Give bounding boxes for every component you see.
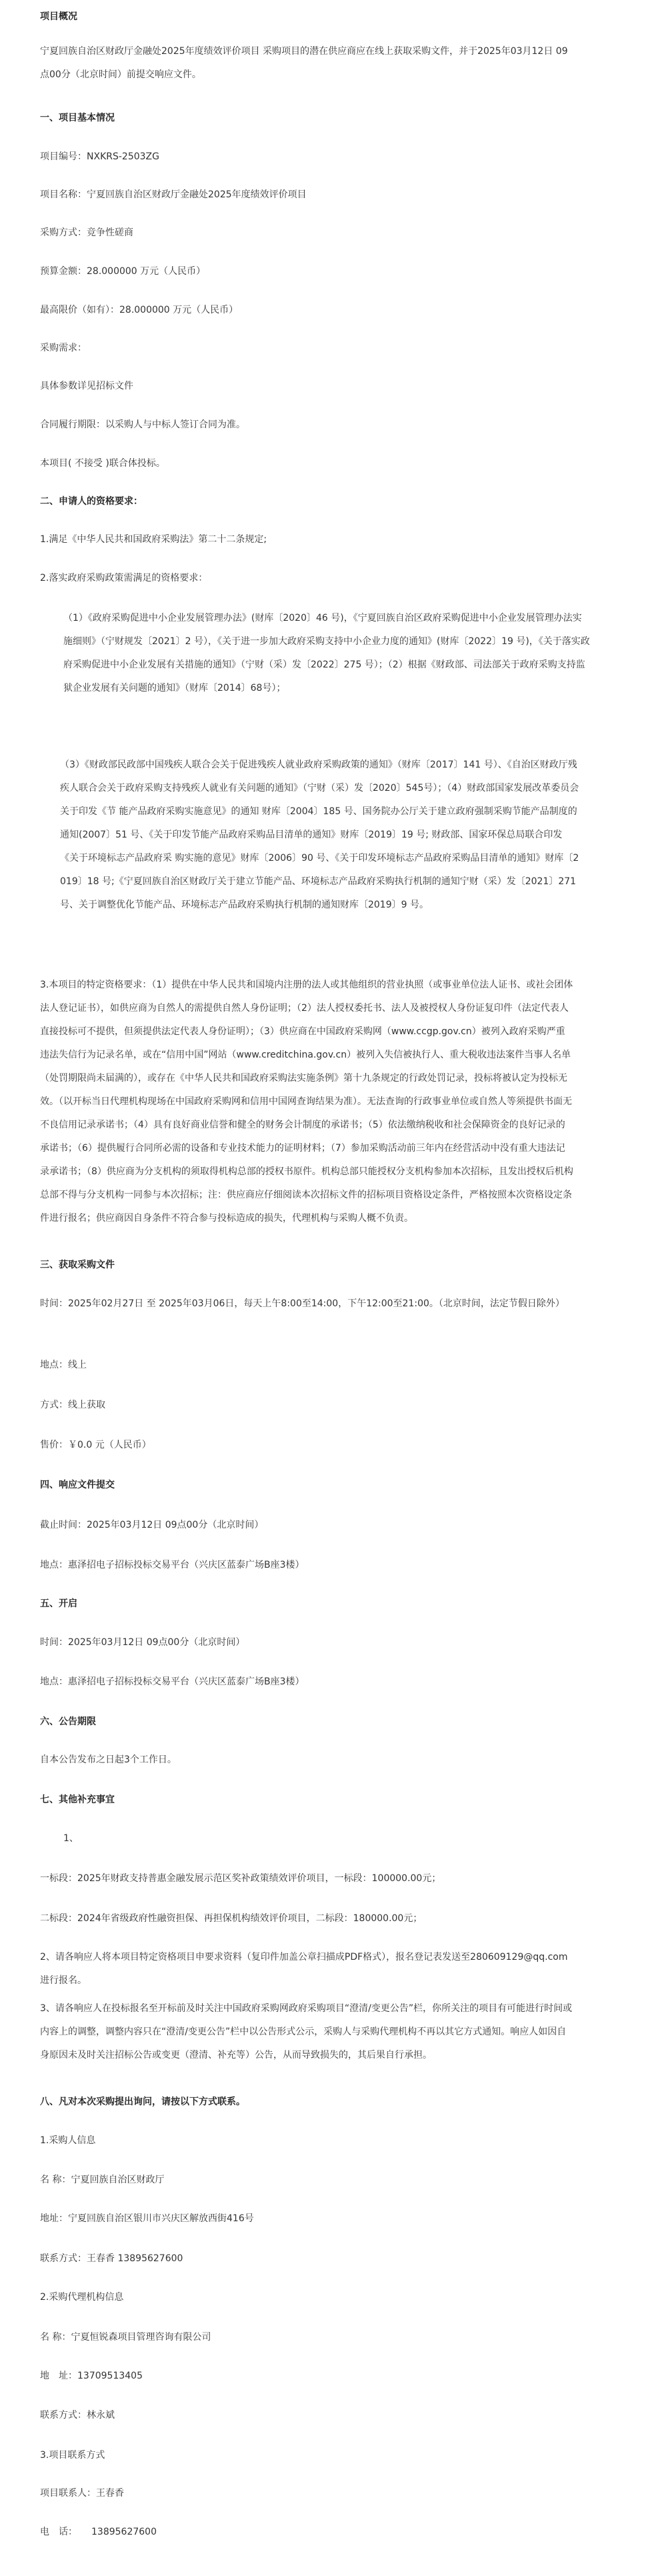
consortium-note: 本项目( 不接受 )联合体投标。 [40,458,165,469]
lot-1: 一标段：2025年财政支持普惠金融发展示范区奖补政策绩效评价项目，一标段：100000.00元； [40,1873,441,1884]
max-price: 最高限价（如有）：28.000000 万元（人民币） [40,305,239,315]
qualification-item-3: 3.本项目的特定资格要求：（1）提供在中华人民共和国境内注册的法人或其他组织的营业执照（或事业单位法人证书、或社会团体法人登记证书），如供应商为自然人的需提供自然人身份证明；（2）法人授权委托书、法人及被授权人身份证复印件（法定代表人直接投标可不提供，但须提供法定代表人身份证明）；（3）供应商在中国政府采购网（www.ccgp.gov.cn）被列入政府采购严重违法失信行为记录名单，或在“信用中国”网站（www.creditchina.gov.cn）被列入失信被执行人、重大税收违法案件当事人名单（处罚期限尚未届满的），或存在《中华人民共和国政府采购法实施条例》第十九条规定的行政处罚记录，投标将被认定为投标无效。（以开标当日代理机构现场在中国政府采购网和信用中国网查询结果为准）。无法查询的行政事业单位或自然人等须提供书面无不良信用记录承诺书；（4）具有良好商业信誉和健全的财务会计制度的承诺书；（5）依法缴纳税收和社会保障资金的良好记录的承诺书；（6）提供履行合同所必需的设备和专业技术能力的证明材料；（7）参加采购活动前三年内在经营活动中没有重大违法记录承诺书；（8）供应商为分支机构的须取得机构总部的授权书原件。机构总部只能授权分支机构参加本次招标，且发出授权后机构总部不得与分支机构一同参与本次招标；注：供应商应仔细阅读本次招标文件的招标项目资格设定条件，严格按照本次资格设定条件进行报名；供应商因自身条件不符合参与投标造成的损失，代理机构与采购人概不负责。 [40,980,573,1224]
contract-period: 合同履行期限：以采购人与中标人签订合同为准。 [40,419,245,430]
project-contact-phone: 电 话： 13895627600 [40,2527,157,2537]
lot-2: 二标段：2024年省级政府性融资担保、再担保机构绩效评价项目，二标段：180000.00元； [40,1913,423,1924]
opening-place: 地点：惠泽招电子招标投标交易平台（兴庆区蓝泰广场B座3楼） [40,1676,305,1687]
buyer-name: 名 称：宁夏回族自治区财政厅 [40,2175,165,2185]
opening-time: 时间：2025年03月12日 09点00分（北京时间） [40,1637,245,1648]
agency-contact: 联系方式：林永斌 [40,2410,115,2421]
requirement-label: 采购需求： [40,343,87,353]
qualification-item-2: 2.落实政府采购政策需满足的资格要求： [40,573,208,583]
requirement-text: 具体参数详见招标文件 [40,381,133,391]
section3-heading: 三、获取采购文件 [40,1260,115,1270]
section7-heading: 七、其他补充事宜 [40,1794,115,1805]
submission-deadline: 截止时间：2025年03月12日 09点00分（北京时间） [40,1520,264,1530]
agency-address: 地 址：13709513405 [40,2371,143,2381]
supplement-item-3: 3、请各响应人在投标报名至开标前及时关注中国政府采购网政府采购项目“澄清/变更公告”栏，你所关注的项目有可能进行时间或内容上的调整，调整内容只在“澄清/变更公告”栏中以公告形式公示，采购人与采购代理机构不再以其它方式通知。响应人如因自身原因未及时关注招标公告或变更（澄清、补充等）公告，从而导致损失的，其后果自行承担。 [40,2003,573,2061]
acquire-time: 时间：2025年02月27日 至 2025年03月06日，每天上午8:00至14:00，下午12:00至21:00。（北京时间，法定节假日除外） [40,1298,565,1309]
section2-heading: 二、申请人的资格要求： [40,496,143,507]
acquire-place: 地点：线上 [40,1360,87,1370]
overview-text: 宁夏回族自治区财政厅金融处2025年度绩效评价项目 采购项目的潜在供应商应在线上获取采购文件，并于2025年03月12日 09点00分（北京时间）前提交响应文件。 [40,46,568,80]
project-contact-person: 项目联系人：王春香 [40,2488,124,2499]
budget-amount: 预算金额：28.000000 万元（人民币） [40,266,206,277]
procurement-method: 采购方式：竞争性磋商 [40,227,133,238]
qualification-item-1: 1.满足《中华人民共和国政府采购法》第二十二条规定; [40,534,267,545]
project-name: 项目名称：宁夏回族自治区财政厅金融处2025年度绩效评价项目 [40,189,307,200]
acquire-method: 方式：线上获取 [40,1400,105,1410]
policy-paragraph-b: （3）《财政部民政部中国残疾人联合会关于促进残疾人就业政府采购政策的通知》（财库〔2017〕141 号）、《自治区财政厅残疾人联合会关于政府采购支持残疾人就业有关问题的通知》（宁财（采）发〔2020〕545号）；（4）财政部国家发展改革委员会关于印发《节 能产品政府采购实施意见》的通知 财库〔2004〕185 号、国务院办公厅关于建立政府强制采购节能产品制度的通知(2007〕51 号、《关于印发节能产品政府采购品目清单的通知》财库〔2019〕19 号; 财政部、国家环保总局联合印发《关于环境标志产品政府采 购实施的意见》财库〔2006〕90 号、《关于印发环境标志产品政府采购品目清单的通知》财库〔2019〕18 号;《宁夏回族自治区财政厅关于建立节能产品、环境标志产品政府采购执行机制的通知宁财（采）发〔2021〕271 号、关于调整优化节能产品、环境标志产品政府采购执行机制的通知财库〔2019〕9 号。 [60,760,579,910]
section5-heading: 五、开启 [40,1598,77,1609]
notice-period: 自本公告发布之日起3个工作日。 [40,1754,177,1765]
section6-heading: 六、公告期限 [40,1716,96,1727]
project-contact-heading: 3.项目联系方式 [40,2450,105,2461]
project-number: 项目编号：NXKRS-2503ZG [40,151,159,162]
agency-heading: 2.采购代理机构信息 [40,2292,124,2303]
section8-heading: 八、凡对本次采购提出询问，请按以下方式联系。 [40,2097,245,2107]
buyer-contact: 联系方式：王春香 13895627600 [40,2253,183,2264]
document-price: 售价：￥0.0 元（人民币） [40,1440,151,1450]
buyer-heading: 1.采购人信息 [40,2135,96,2146]
section4-heading: 四、响应文件提交 [40,1480,115,1490]
agency-name: 名 称：宁夏恒锐森项目管理咨询有限公司 [40,2332,211,2343]
supplement-item-1: 1、 [63,1833,79,1844]
buyer-address: 地址：宁夏回族自治区银川市兴庆区解放西街416号 [40,2213,254,2224]
submission-place: 地点：惠泽招电子招标投标交易平台（兴庆区蓝泰广场B座3楼） [40,1560,305,1570]
overview-heading: 项目概况 [40,11,77,22]
policy-paragraph-a: （1）《政府采购促进中小企业发展管理办法》(财库〔2020〕46 号)，《宁夏回族自治区政府采购促进中小企业发展管理办法实施细则》（宁财规发〔2021〕2 号），《关于进一步加大政府采购支持中小企业力度的通知》(财库〔2022〕19 号)，《关于落实政府采购促进中小企业发展有关措施的通知》（宁财（采）发〔2022〕275 号）；（2）根据《财政部、司法部关于政府采购支持监狱企业发展有关问题的通知》（财库〔2014〕68号）； [63,613,590,694]
section1-heading: 一、项目基本情况 [40,113,115,123]
supplement-item-2: 2、请各响应人将本项目特定资格项目申要求资料（复印件加盖公章扫描成PDF格式），报名登记表发送至280609129@qq.com进行报名。 [40,1952,568,1986]
